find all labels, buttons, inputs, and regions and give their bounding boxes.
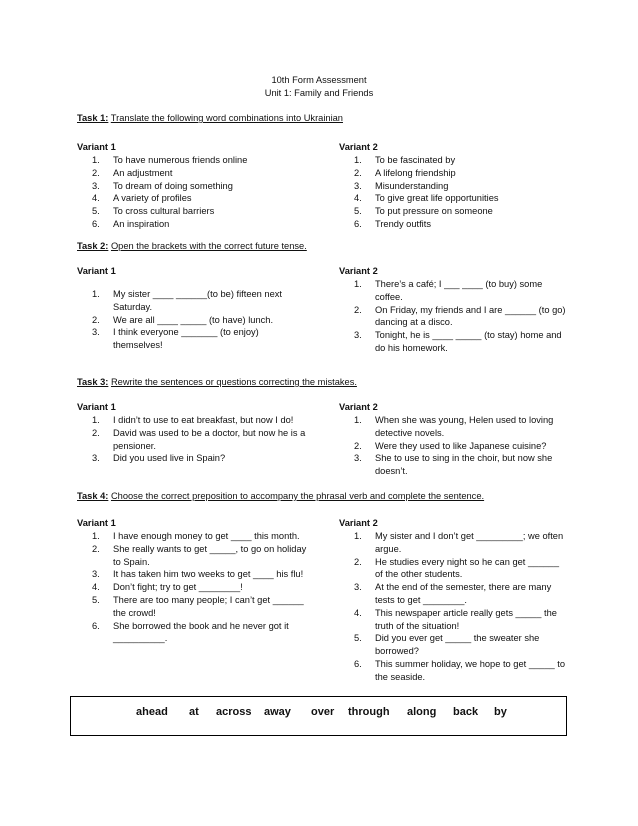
- item-number: 4.: [354, 193, 362, 204]
- assessment-title: 10th Form Assessment: [271, 75, 367, 85]
- task3-variant1: [77, 401, 307, 465]
- question-item: [339, 556, 569, 582]
- item-text: To cross cultural barriers: [113, 206, 215, 217]
- question-item: [339, 278, 569, 304]
- question-item: [77, 167, 307, 180]
- task4-instruction: Choose the correct preposition to accompany the phrasal verb and complete the sentence.: [110, 491, 485, 501]
- item-text: Were they used to like Japanese cuisine?: [375, 440, 547, 451]
- item-number: 2.: [92, 167, 100, 178]
- question-item: [77, 218, 307, 231]
- question-item: [77, 620, 307, 646]
- item-number: 4.: [354, 607, 362, 618]
- item-number: 3.: [92, 453, 100, 464]
- item-number: 3.: [354, 330, 362, 341]
- item-text: Tonight, he is ____ _____ (to stay) home and do his homework.: [375, 330, 562, 353]
- item-number: 3.: [354, 180, 362, 191]
- item-text: We are all ____ _____ (to have) lunch.: [113, 314, 274, 325]
- item-text: This summer holiday, we hope to get _____ to the seaside.: [375, 658, 566, 682]
- item-text: To dream of doing something: [113, 180, 233, 191]
- item-number: 5.: [92, 594, 100, 605]
- item-text: To be fascinated by: [375, 155, 456, 165]
- question-item: [339, 440, 569, 453]
- unit-title: Unit 1: Family and Friends: [264, 88, 374, 98]
- word-box-item: by: [494, 706, 507, 718]
- item-number: 1.: [354, 155, 362, 165]
- word-box-item: across: [216, 706, 252, 718]
- question-item: [339, 452, 569, 478]
- item-number: 6.: [92, 218, 100, 229]
- item-number: 6.: [354, 658, 362, 669]
- question-item: [77, 314, 307, 327]
- task2-variant2: [339, 265, 569, 355]
- task4-v2-list: [339, 530, 569, 684]
- task3-v1-list: [77, 414, 307, 465]
- item-number: 2.: [354, 304, 362, 315]
- item-text: My sister ____ ______(to be) fifteen next Saturday.: [113, 289, 282, 312]
- item-number: 5.: [354, 633, 362, 644]
- task4-v1-title: Variant 1: [77, 518, 116, 528]
- item-number: 5.: [92, 206, 100, 217]
- question-item: [77, 581, 307, 594]
- item-text: He studies every night so he can get ______ of the other students.: [375, 556, 559, 580]
- question-item: [77, 543, 307, 569]
- task3-label: Task 3:: [77, 377, 109, 387]
- item-text: My sister and I don’t get _________; we often argue.: [375, 531, 564, 554]
- question-item: [339, 581, 569, 607]
- task3-instruction: Rewrite the sentences or questions correcting the mistakes.: [110, 377, 357, 387]
- word-box-item: at: [189, 706, 199, 718]
- item-number: 2.: [354, 167, 362, 178]
- item-text: An adjustment: [113, 167, 173, 178]
- item-number: 2.: [92, 427, 100, 438]
- question-item: [339, 530, 569, 556]
- question-item: [77, 192, 307, 205]
- item-number: 2.: [92, 543, 100, 554]
- item-text: This newspaper article really gets _____ the truth of the situation!: [375, 607, 557, 631]
- item-number: 1.: [92, 415, 100, 425]
- task3-variant2: [339, 401, 569, 478]
- task2-variant1: [77, 265, 307, 352]
- task3-heading: [77, 377, 357, 387]
- item-number: 2.: [354, 556, 362, 567]
- item-number: 1.: [92, 155, 100, 165]
- word-box-item: over: [311, 706, 335, 718]
- preposition-word-box: [70, 696, 567, 736]
- task2-v2-title: Variant 2: [339, 266, 378, 276]
- question-item: [339, 658, 569, 684]
- question-item: [339, 414, 569, 440]
- question-item: [77, 154, 307, 167]
- item-number: 4.: [92, 582, 100, 593]
- task3-v1-title: Variant 1: [77, 402, 116, 412]
- item-number: 1.: [354, 415, 362, 425]
- item-text: On Friday, my friends and I are ______ (to go) dancing at a disco.: [375, 304, 566, 328]
- item-number: 2.: [92, 314, 100, 325]
- task4-heading: [77, 491, 484, 501]
- item-text: When she was young, Helen used to loving detective novels.: [375, 415, 554, 438]
- task4-variant1: [77, 517, 307, 645]
- item-number: 2.: [354, 440, 362, 451]
- task1-label: Task 1:: [77, 113, 109, 123]
- item-text: To give great life opportunities: [375, 193, 499, 204]
- item-text: Did you used live in Spain?: [113, 453, 226, 464]
- question-item: [77, 414, 307, 427]
- task4-v2-title: Variant 2: [339, 518, 378, 528]
- task1-v1-list: [77, 154, 307, 231]
- question-item: [339, 180, 569, 193]
- question-item: [77, 326, 307, 352]
- task2-v1-list: [77, 288, 307, 352]
- question-item: [77, 568, 307, 581]
- question-item: [77, 452, 307, 465]
- item-text: A variety of profiles: [113, 193, 192, 204]
- item-number: 1.: [354, 531, 362, 541]
- item-text: Did you ever get _____ the sweater she borrowed?: [375, 633, 540, 657]
- item-text: David was used to be a doctor, but now he is a pensioner.: [113, 427, 306, 451]
- item-number: 3.: [354, 453, 362, 464]
- word-box-item: through: [348, 706, 390, 718]
- task2-heading: [77, 241, 307, 251]
- word-box-item: away: [264, 706, 291, 718]
- item-number: 1.: [92, 531, 100, 541]
- item-text: I think everyone _______ (to enjoy) themselves!: [113, 327, 259, 351]
- task2-instruction: Open the brackets with the correct future tense.: [110, 241, 307, 251]
- question-item: [77, 205, 307, 218]
- item-text: There are too many people; I can’t get ______ the crowd!: [113, 594, 304, 618]
- item-number: 3.: [354, 582, 362, 593]
- item-text: There’s a café; I ___ ____ (to buy) some coffee.: [375, 279, 543, 302]
- task1-variant1: [77, 141, 307, 231]
- item-text: I didn’t to use to eat breakfast, but now I do!: [113, 415, 294, 425]
- item-number: 3.: [92, 180, 100, 191]
- task4-v1-list: [77, 530, 307, 645]
- item-text: She to use to sing in the choir, but now she doesn’t.: [375, 453, 553, 477]
- item-number: 6.: [92, 620, 100, 631]
- word-box-item: along: [407, 706, 437, 718]
- item-text: I have enough money to get ____ this month.: [113, 531, 300, 541]
- question-item: [339, 304, 569, 330]
- question-item: [77, 530, 307, 543]
- item-text: Trendy outfits: [375, 218, 431, 229]
- question-item: [339, 154, 569, 167]
- word-box-item: ahead: [136, 706, 168, 718]
- item-text: It has taken him two weeks to get ____ his flu!: [113, 569, 304, 580]
- item-text: An inspiration: [113, 218, 170, 229]
- question-item: [339, 632, 569, 658]
- task2-v2-list: [339, 278, 569, 355]
- item-number: 1.: [354, 279, 362, 289]
- question-item: [339, 192, 569, 205]
- item-text: A lifelong friendship: [375, 167, 456, 178]
- task1-instruction: Translate the following word combinations into Ukrainian: [110, 113, 343, 123]
- question-item: [77, 427, 307, 453]
- item-text: Misunderstanding: [375, 180, 449, 191]
- question-item: [339, 329, 569, 355]
- item-number: 5.: [354, 206, 362, 217]
- item-text: To have numerous friends online: [113, 155, 248, 165]
- item-number: 6.: [354, 218, 362, 229]
- task3-v2-title: Variant 2: [339, 402, 378, 412]
- item-number: 3.: [92, 327, 100, 338]
- item-text: Don’t fight; try to get ________!: [113, 582, 243, 593]
- question-item: [339, 167, 569, 180]
- task3-v2-list: [339, 414, 569, 478]
- question-item: [339, 218, 569, 231]
- task4-label: Task 4:: [77, 491, 109, 501]
- item-number: 3.: [92, 569, 100, 580]
- task1-v2-list: [339, 154, 569, 231]
- task1-variant2: [339, 141, 569, 231]
- item-number: 4.: [92, 193, 100, 204]
- question-item: [77, 594, 307, 620]
- item-text: To put pressure on someone: [375, 206, 493, 217]
- item-text: At the end of the semester, there are many tests to get ________.: [375, 582, 552, 605]
- item-text: She really wants to get _____, to go on holiday to Spain.: [113, 543, 307, 567]
- task2-label: Task 2:: [77, 241, 109, 251]
- task2-v1-title: Variant 1: [77, 266, 116, 276]
- item-text: She borrowed the book and he never got it __________.: [113, 620, 289, 644]
- task1-v2-title: Variant 2: [339, 142, 378, 152]
- question-item: [77, 288, 307, 314]
- word-box-item: back: [453, 706, 479, 718]
- task1-heading: [77, 113, 343, 123]
- question-item: [77, 180, 307, 193]
- question-item: [339, 607, 569, 633]
- item-number: 1.: [92, 289, 100, 299]
- task1-v1-title: Variant 1: [77, 142, 116, 152]
- task4-variant2: [339, 517, 569, 684]
- question-item: [339, 205, 569, 218]
